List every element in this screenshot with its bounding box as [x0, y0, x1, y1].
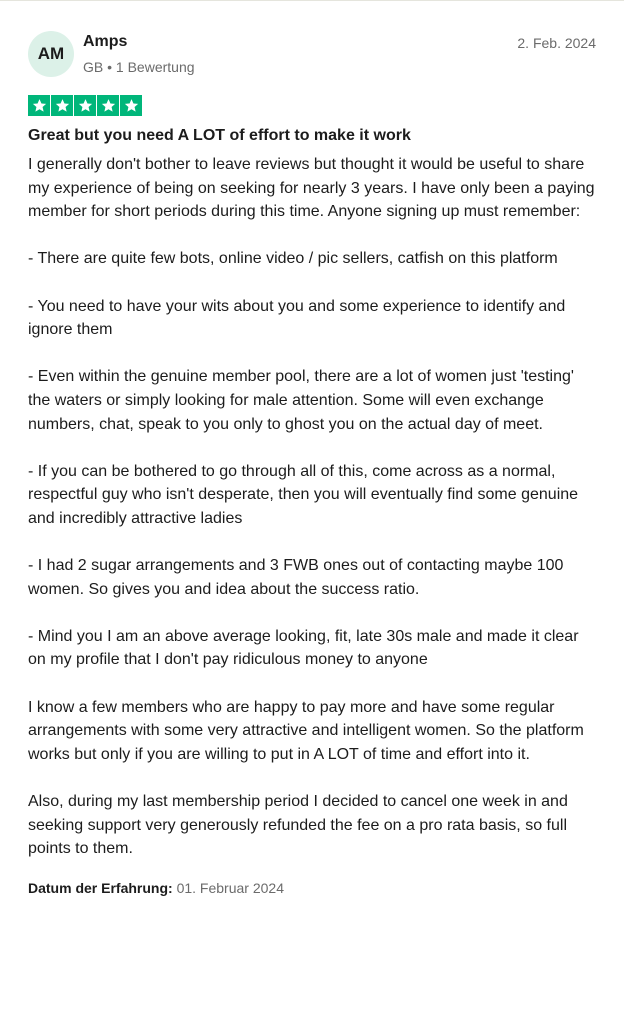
review-date: 2. Feb. 2024 — [517, 35, 596, 51]
star-icon — [74, 95, 96, 116]
review-body — [28, 153, 596, 861]
review-paragraph: I know a few members who are happy to pay more and have some regular arrangements with some very attractive and intelligent women. So the platform works but only if you are willing to put in A LOT of time and effort into it. — [28, 698, 584, 763]
reviewer-name[interactable]: Amps — [83, 33, 128, 50]
review-paragraph: - I had 2 sugar arrangements and 3 FWB ones out of contacting maybe 100 women. So gives you and idea about the success ratio. — [28, 557, 564, 598]
experience-date — [28, 879, 596, 897]
review-paragraph: - Mind you I am an above average looking, fit, late 30s male and made it clear on my profile that I don't pay ridiculous money to anyone — [28, 627, 579, 669]
review-paragraph: - Even within the genuine member pool, there are a lot of women just 'testing' the waters or simply looking for male attention. Some will even exchange numbers, chat, speak to you only to ghost you on the actual day of meet. — [28, 368, 574, 433]
top-divider — [0, 0, 624, 1]
avatar[interactable]: AM — [28, 31, 74, 77]
review-card — [28, 28, 596, 897]
star-icon — [120, 95, 142, 116]
experience-date-label: Datum der Erfahrung: — [28, 879, 173, 896]
review-paragraph: Also, during my last membership period I decided to cancel one week in and seeking support very generously refunded the fee on a pro rata basis, so full points to them. — [28, 793, 568, 858]
review-title[interactable]: Great but you need A LOT of effort to make it work — [28, 127, 411, 144]
star-rating — [28, 95, 596, 116]
star-icon — [97, 95, 119, 116]
review-header — [28, 28, 596, 88]
star-icon — [28, 95, 50, 116]
reviewer-info — [83, 32, 195, 76]
review-paragraph: - There are quite few bots, online video / pic sellers, catfish on this platform — [28, 250, 558, 268]
review-paragraph: I generally don't bother to leave reviews but thought it would be useful to share my experience of being on seeking for nearly 3 years. I have only been a paying member for short periods during this time. Anyone signing up must remember: — [28, 156, 595, 221]
review-paragraph: - If you can be bothered to go through all of this, come across as a normal, respectful guy who isn't desperate, then you will eventually find some genuine and incredibly attractive ladies — [28, 462, 579, 527]
experience-date-value: 01. Februar 2024 — [176, 879, 284, 896]
reviewer-meta: GB • 1 Bewertung — [83, 59, 195, 75]
star-icon — [51, 95, 73, 116]
review-paragraph: - You need to have your wits about you and some experience to identify and ignore them — [28, 297, 566, 339]
